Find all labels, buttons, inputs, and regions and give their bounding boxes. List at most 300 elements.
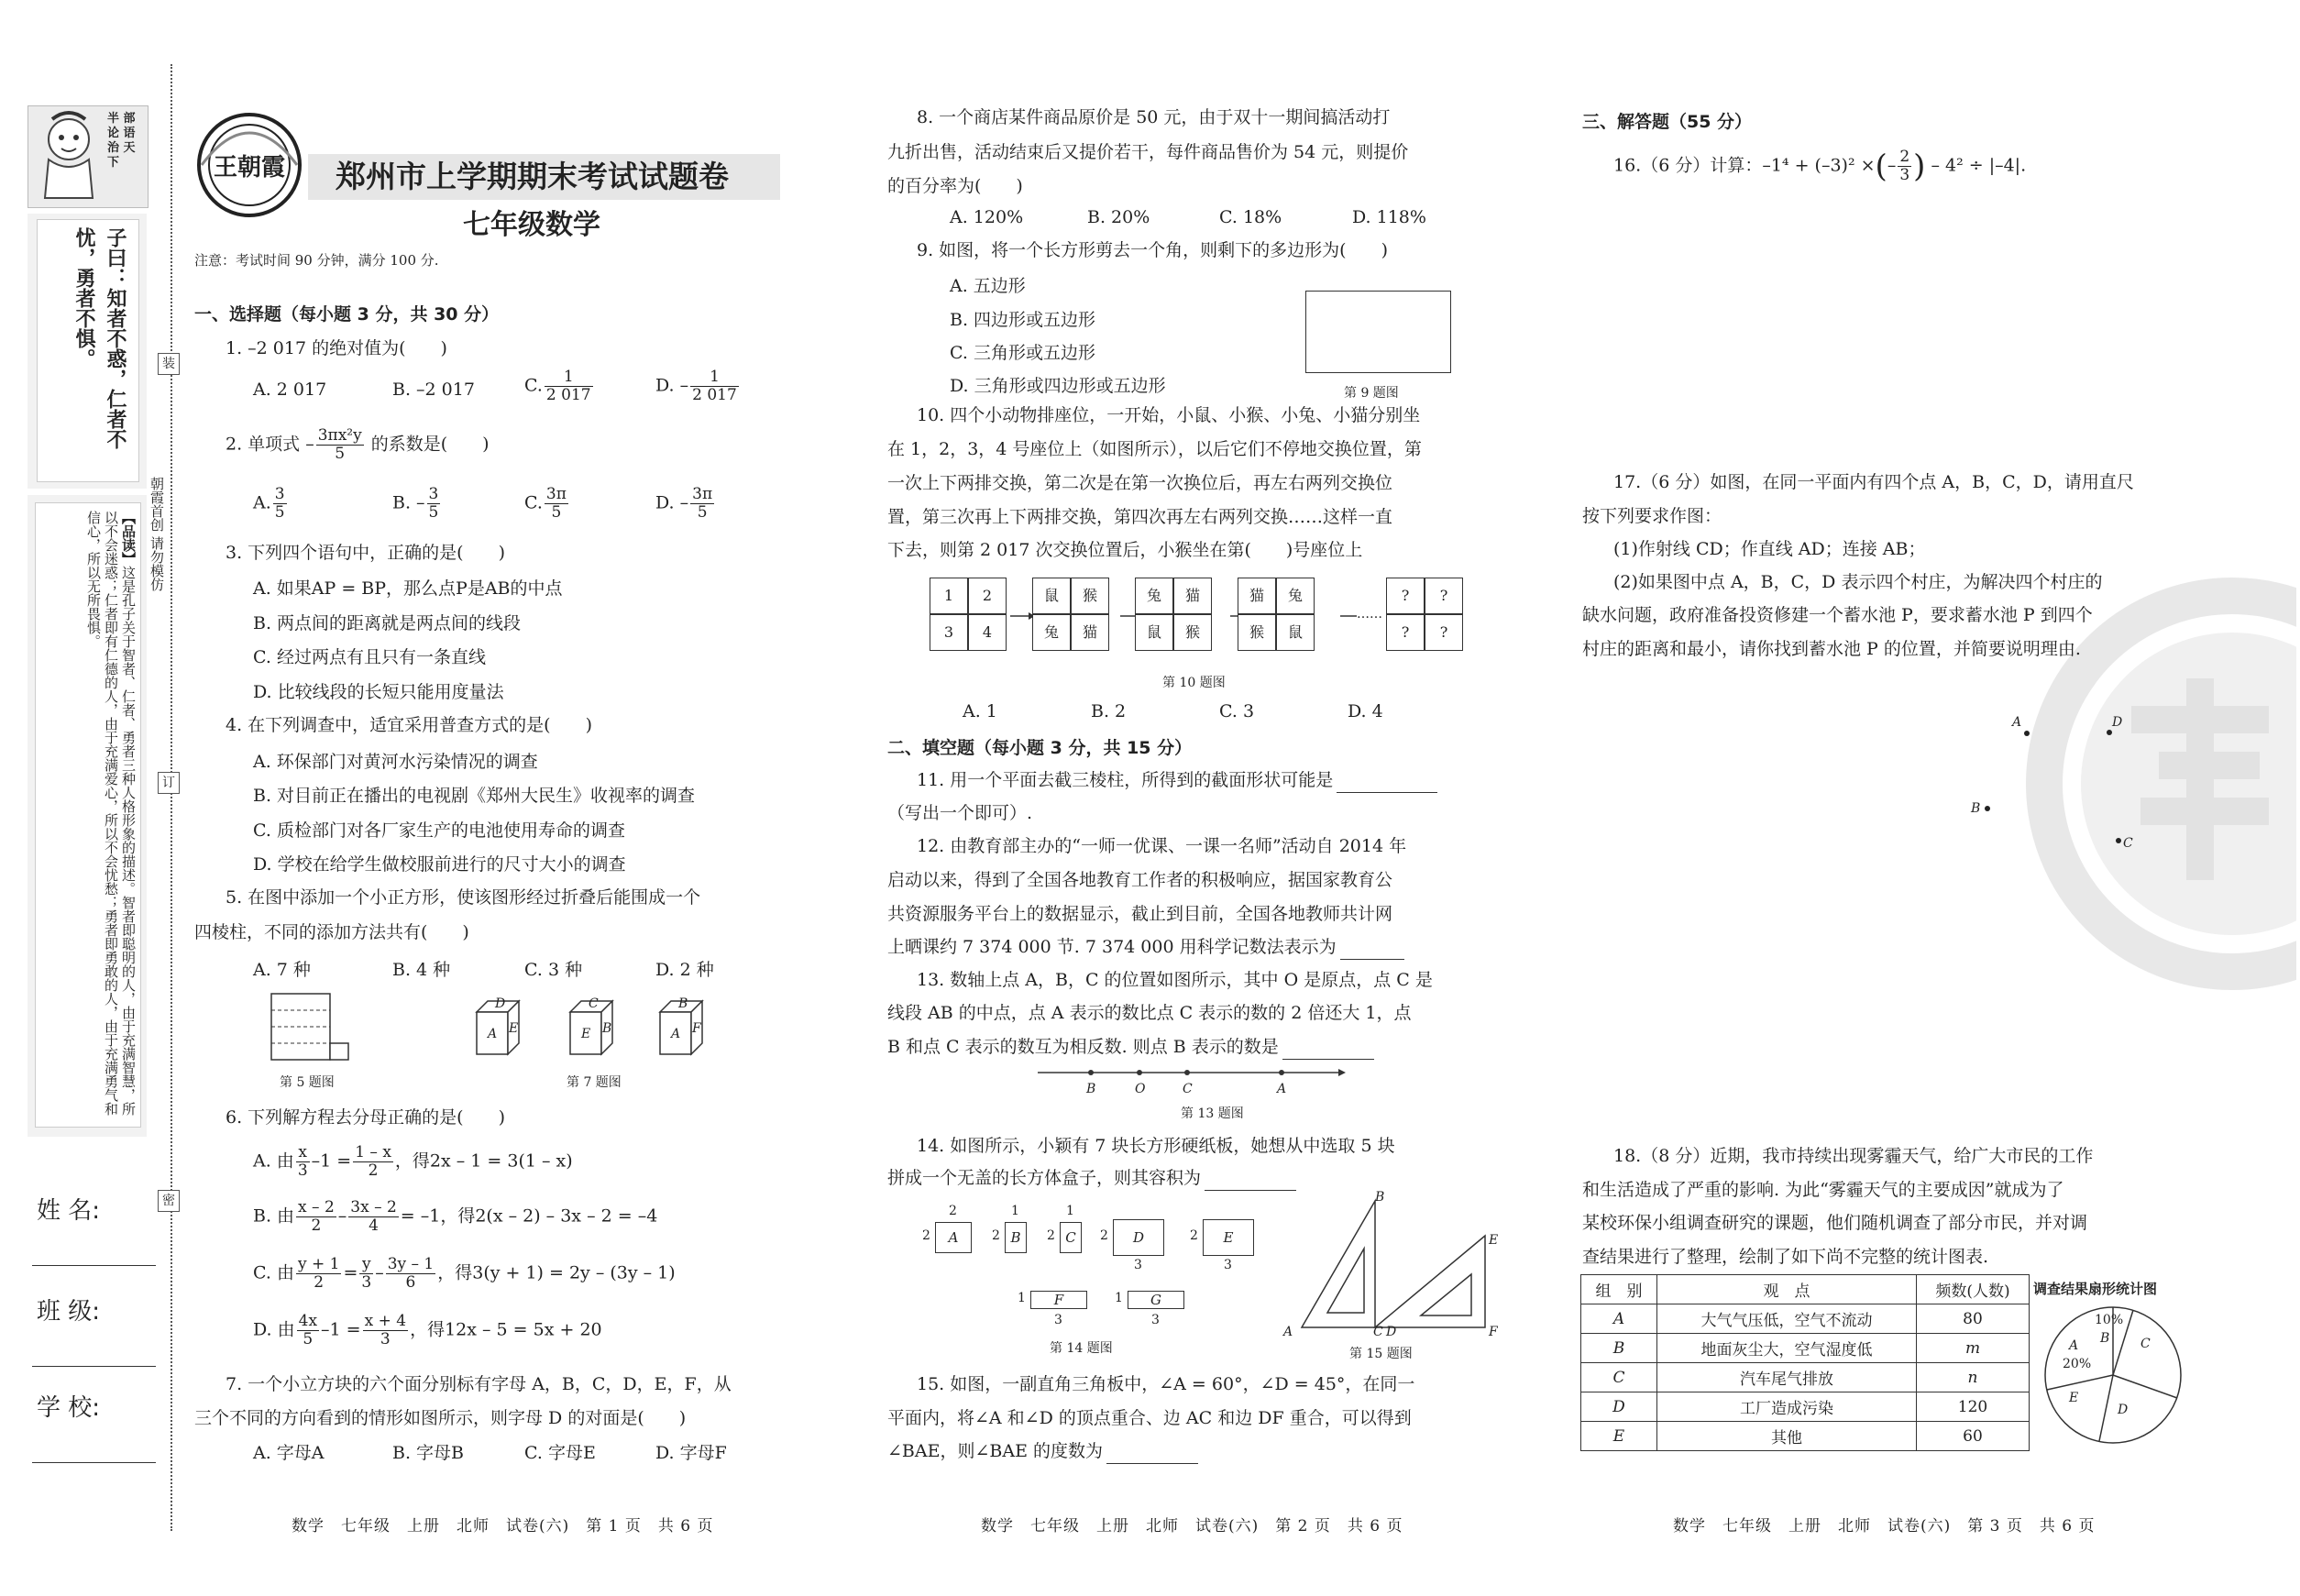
cube-face-front: A bbox=[488, 1027, 498, 1041]
fraction bbox=[348, 1199, 399, 1235]
cube bbox=[568, 996, 625, 1058]
table-row bbox=[1581, 1422, 2030, 1451]
sidebar bbox=[28, 105, 147, 1160]
question-17-part1: (1)作射线 CD；作直线 AD；连接 AB； bbox=[1613, 539, 1926, 559]
option-text: = bbox=[343, 1262, 358, 1283]
question-16: 16.（6 分）计算：–1⁴ + (–3)² ×(– $\frac{2}{3}$ ) – 4² ÷ |–4|. bbox=[1613, 148, 2027, 185]
option-label: D. – bbox=[655, 492, 689, 513]
fraction bbox=[1898, 149, 1911, 184]
seat-cell: 猫 bbox=[1173, 578, 1212, 614]
section-answer: 三、解答题（55 分） bbox=[1582, 112, 1753, 132]
numerator: y + 1 bbox=[297, 1255, 340, 1273]
cube-face-side: B bbox=[602, 1021, 612, 1036]
caption-char: 治 bbox=[107, 141, 120, 155]
question-9: 9. 如图，将一个长方形剪去一个角，则剩下的多边形为( ) bbox=[917, 240, 1388, 260]
board-dimension: 1 bbox=[1018, 1291, 1026, 1305]
q3-option-c[interactable]: C. 经过两点有且只有一条直线 bbox=[253, 647, 486, 667]
numerator: 3π bbox=[545, 485, 567, 503]
option-label: B. 由 bbox=[253, 1205, 295, 1227]
denominator: 5 bbox=[551, 503, 562, 522]
table-cell: 60 bbox=[1917, 1422, 2030, 1451]
option-label: A. 由 bbox=[253, 1150, 294, 1172]
question-1: 1. –2 017 的绝对值为( ) bbox=[226, 338, 447, 358]
figure-7-caption: 第 7 题图 bbox=[567, 1075, 622, 1090]
seat-cell: 鼠 bbox=[1276, 614, 1315, 651]
question-12-line2: 启动以来，得到了全国各地教育工作者的积极响应，据国家教育公 bbox=[887, 870, 1393, 890]
figure-7 bbox=[475, 996, 722, 1068]
denominator: 2 bbox=[311, 1216, 322, 1235]
q2-text: 2. 单项式 – bbox=[226, 434, 314, 455]
table-cell: 其他 bbox=[1657, 1422, 1917, 1451]
exam-note: 注意：考试时间 90 分钟，满分 100 分. bbox=[194, 252, 439, 269]
denominator: 3 bbox=[1899, 166, 1910, 184]
q4-option-c[interactable]: C. 质检部门对各厂家生产的电池使用寿命的调查 bbox=[253, 820, 625, 841]
fraction bbox=[297, 1313, 319, 1348]
option-label: C. bbox=[524, 375, 543, 396]
fraction bbox=[545, 369, 593, 404]
seal-mark: 装 bbox=[158, 353, 180, 375]
denominator: 5 bbox=[274, 503, 285, 522]
question-11-line1 bbox=[917, 768, 1437, 793]
page-footer-2: 数学 七年级 上册 北师 试卷(六) 第 2 页 共 6 页 bbox=[981, 1517, 1403, 1535]
figure-5 bbox=[268, 990, 369, 1065]
numerator: 1 bbox=[545, 369, 593, 387]
table-header: 组 别 bbox=[1581, 1275, 1657, 1304]
question-17-part2-line3: 村庄的距离和最小，请你找到蓄水池 P 的位置，并简要说明理由. bbox=[1582, 639, 2081, 659]
section-choice: 一、选择题（每小题 3 分，共 30 分） bbox=[194, 304, 500, 325]
pie-label: A bbox=[2069, 1338, 2079, 1353]
fraction bbox=[690, 369, 739, 404]
q16-text: 16.（6 分）计算：–1⁴ + (–3)² × bbox=[1613, 155, 1876, 176]
q10-option-d[interactable]: D. 4 bbox=[1348, 701, 1383, 721]
watermark-seal-icon bbox=[2021, 568, 2296, 999]
school-label: 学 校: bbox=[37, 1394, 101, 1422]
seat-cell: 鼠 bbox=[1135, 614, 1173, 651]
q5-option-b[interactable]: B. 4 种 bbox=[392, 960, 451, 980]
seat-cell: 兔 bbox=[1135, 578, 1173, 614]
denominator: 5 bbox=[697, 503, 708, 522]
question-10-line2: 在 1，2，3，4 号座位上（如图所示），以后它们不停地交换位置，第 bbox=[887, 439, 1422, 459]
question-8-line1: 8. 一个商店某件商品原价是 50 元，由于双十一期间搞活动打 bbox=[917, 107, 1391, 127]
question-5-line1: 5. 在图中添加一个小正方形，使该图形经过折叠后能围成一个 bbox=[226, 887, 701, 908]
table-cell: m bbox=[1917, 1334, 2030, 1363]
q13-text: B 和点 C 表示的数互为相反数. 则点 B 表示的数是 bbox=[887, 1037, 1279, 1057]
q8-option-a[interactable]: A. 120% bbox=[950, 207, 1024, 227]
axis-label-c: C bbox=[1183, 1082, 1193, 1096]
numerator: y bbox=[359, 1256, 373, 1274]
q4-option-b[interactable]: B. 对目前正在播出的电视剧《郑州大民生》收视率的调查 bbox=[253, 786, 696, 806]
board-dimension: 2 bbox=[922, 1228, 930, 1243]
seat-cell: ? bbox=[1425, 578, 1463, 614]
option-label: C. bbox=[524, 492, 543, 513]
question-12-line3: 共资源服务平台上的数据显示，截止到目前，全国各地教师共计网 bbox=[887, 904, 1393, 924]
cube-face-top: D bbox=[495, 996, 506, 1011]
numerator: 2 bbox=[1899, 148, 1910, 166]
axis-label-a: A bbox=[1277, 1082, 1287, 1096]
table-row bbox=[1581, 1392, 2030, 1422]
cube bbox=[658, 996, 715, 1058]
option-label: D. – bbox=[655, 375, 689, 396]
question-7-line2: 三个不同的方向看到的情形如图所示，则字母 D 的对面是( ) bbox=[194, 1408, 687, 1428]
seat-cell: 猴 bbox=[1238, 614, 1276, 651]
table-cell: 大气气压低，空气不流动 bbox=[1657, 1304, 1917, 1334]
board-dimension: 1 bbox=[1115, 1291, 1123, 1305]
figure-13-caption: 第 13 题图 bbox=[1181, 1106, 1244, 1121]
q9-option-d[interactable]: D. 三角形或四边形或五边形 bbox=[950, 376, 1166, 396]
table-row bbox=[1581, 1334, 2030, 1363]
q10-option-b[interactable]: B. 2 bbox=[1091, 701, 1127, 721]
q1-option-b[interactable]: B. –2 017 bbox=[392, 380, 475, 400]
seal-mark: 密 bbox=[158, 1190, 180, 1212]
question-18-line1: 18.（8 分）近期，我市持续出现雾霾天气，给广大市民的工作 bbox=[1613, 1146, 2094, 1166]
denominator: 5 bbox=[303, 1330, 314, 1348]
question-15-line1: 15. 如图，一副直角三角板中，∠A = 60°，∠D = 45°，在同一 bbox=[917, 1374, 1415, 1394]
option-text: ，得2x – 1 = 3(1 – x) bbox=[394, 1150, 573, 1172]
q12-text: 上晒课约 7 374 000 节. 7 374 000 用科学记数法表示为 bbox=[887, 937, 1337, 957]
q2-option-a[interactable] bbox=[253, 486, 289, 522]
table-cell: 地面灰尘大，空气湿度低 bbox=[1657, 1334, 1917, 1363]
seat-cell: 鼠 bbox=[1032, 578, 1071, 614]
point-b bbox=[1985, 806, 1990, 811]
q3-option-a[interactable]: A. 如果AP = BP，那么点P是AB的中点 bbox=[253, 578, 563, 599]
question-13-line3 bbox=[887, 1035, 1374, 1060]
table-cell: E bbox=[1581, 1422, 1657, 1451]
q8-option-c[interactable]: C. 18% bbox=[1219, 207, 1282, 227]
fraction bbox=[386, 1256, 436, 1292]
q5-option-c[interactable]: C. 3 种 bbox=[524, 960, 583, 980]
question-13-line1: 13. 数轴上点 A，B，C 的位置如图所示，其中 O 是原点，点 C 是 bbox=[917, 970, 1433, 990]
q6-option-d[interactable] bbox=[253, 1313, 602, 1348]
seat-cell: ? bbox=[1386, 614, 1425, 651]
denominator: 2 bbox=[314, 1273, 325, 1292]
table-cell: 80 bbox=[1917, 1304, 2030, 1334]
note-panel bbox=[28, 495, 147, 1137]
caption-char: 部 bbox=[123, 112, 136, 126]
seal-text: 朝霞首创 请勿模仿 bbox=[149, 477, 165, 660]
q4-option-a[interactable]: A. 环保部门对黄河水污染情况的调查 bbox=[253, 752, 538, 772]
table-header: 频数(人数) bbox=[1917, 1275, 2030, 1304]
q2-option-b[interactable] bbox=[392, 486, 442, 522]
q6-option-b[interactable] bbox=[253, 1199, 657, 1235]
figure-9-caption: 第 9 题图 bbox=[1344, 386, 1399, 401]
seat-grid bbox=[1032, 578, 1111, 653]
denominator: 6 bbox=[405, 1273, 416, 1292]
point-label-a: A bbox=[2012, 715, 2022, 730]
caption-char: 论 bbox=[107, 127, 120, 140]
question-14-line1: 14. 如图所示，小颖有 7 块长方形硬纸板，她想从中选取 5 块 bbox=[917, 1136, 1395, 1156]
table-cell: 工厂造成污染 bbox=[1657, 1392, 1917, 1422]
q14-text: 拼成一个无盖的长方体盒子，则其容积为 bbox=[887, 1168, 1202, 1188]
pie-label: B bbox=[2100, 1331, 2110, 1346]
table-cell: A bbox=[1581, 1304, 1657, 1334]
q12-blank[interactable] bbox=[1340, 935, 1404, 960]
q9-option-c[interactable]: C. 三角形或五边形 bbox=[950, 343, 1095, 363]
cardboard-piece: D bbox=[1113, 1219, 1164, 1256]
question-8-line2: 九折出售，活动结束后又提价若干，每件商品售价为 54 元，则提价 bbox=[887, 142, 1409, 162]
class-label: 班 级: bbox=[37, 1298, 101, 1326]
question-7-line1: 7. 一个小立方块的六个面分别标有字母 A，B，C，D，E，F，从 bbox=[226, 1374, 732, 1394]
q8-option-d[interactable]: D. 118% bbox=[1352, 207, 1426, 227]
option-text: ，得12x – 5 = 5x + 20 bbox=[410, 1319, 602, 1340]
quote-panel bbox=[28, 214, 147, 489]
numerator: 3 bbox=[274, 485, 285, 503]
board-dimension: 1 bbox=[1011, 1204, 1019, 1218]
page-footer-1: 数学 七年级 上册 北师 试卷(六) 第 1 页 共 6 页 bbox=[292, 1517, 714, 1535]
seat-ellipsis: …… bbox=[1357, 607, 1382, 622]
seat-cell: 猴 bbox=[1071, 578, 1109, 614]
question-3: 3. 下列四个语句中，正确的是( ) bbox=[226, 543, 505, 563]
figure-15-caption: 第 15 题图 bbox=[1349, 1347, 1413, 1361]
seat-cell: 3 bbox=[930, 614, 968, 651]
seat-cell: 猫 bbox=[1238, 578, 1276, 614]
pie-label: C bbox=[2140, 1337, 2151, 1351]
page-footer-3: 数学 七年级 上册 北师 试卷(六) 第 3 页 共 6 页 bbox=[1673, 1517, 2096, 1535]
option-label: D. 由 bbox=[253, 1319, 295, 1340]
numerator: 4x bbox=[298, 1312, 318, 1330]
mascot-panel bbox=[28, 105, 149, 208]
point-label-c: C bbox=[2123, 836, 2133, 851]
survey-table bbox=[1580, 1274, 2030, 1451]
axis-label-o: O bbox=[1135, 1082, 1146, 1096]
pie-chart-title: 调查结果扇形统计图 bbox=[2033, 1281, 2158, 1297]
q3-option-b[interactable]: B. 两点间的距离就是两点间的线段 bbox=[253, 613, 522, 633]
question-6: 6. 下列解方程去分母正确的是( ) bbox=[226, 1107, 505, 1128]
seat-cell: 猴 bbox=[1173, 614, 1212, 651]
option-label: B. – bbox=[392, 492, 425, 513]
note-text bbox=[84, 511, 137, 1116]
seat-cell: ? bbox=[1386, 578, 1425, 614]
q10-option-c[interactable]: C. 3 bbox=[1219, 701, 1255, 721]
seal-mark: 订 bbox=[158, 772, 180, 794]
caption-char: 语 bbox=[123, 127, 136, 140]
question-18-line4: 查结果进行了整理，绘制了如下尚不完整的统计图表. bbox=[1582, 1247, 1989, 1267]
caption-char: 下 bbox=[107, 156, 120, 170]
name-field[interactable] bbox=[32, 1265, 156, 1266]
fraction bbox=[273, 486, 287, 522]
q14-blank[interactable] bbox=[1205, 1166, 1296, 1191]
note-body: 这是孔子关于智者、仁者、勇者三种人格形象的描述。智者即聪明的人，由于充满智慧，所以不会迷惑；仁者即有仁德的人，由于充满爱心，所以不会忧愁；勇者即勇敢的人，由于充满勇气和信心，所以无所畏惧。 bbox=[85, 511, 137, 1116]
denominator: 5 bbox=[335, 445, 346, 463]
q8-option-b[interactable]: B. 20% bbox=[1087, 207, 1150, 227]
fraction bbox=[545, 486, 568, 522]
numerator: 1 – x bbox=[355, 1143, 391, 1161]
tri-label-f: F bbox=[1489, 1325, 1498, 1339]
pie-label: E bbox=[2069, 1391, 2079, 1405]
point-label-d: D bbox=[2112, 715, 2123, 730]
option-label: A. bbox=[253, 492, 271, 513]
q3-option-d[interactable]: D. 比较线段的长短只能用度量法 bbox=[253, 682, 504, 702]
figure-10-caption: 第 10 题图 bbox=[1162, 676, 1226, 690]
q2-option-c[interactable] bbox=[524, 486, 570, 522]
board-dimension: 3 bbox=[1134, 1258, 1142, 1272]
question-8-line3: 的百分率为( ) bbox=[887, 176, 1023, 196]
option-text: = –1，得2(x – 2) – 3x – 2 = –4 bbox=[400, 1205, 658, 1227]
fraction bbox=[363, 1313, 408, 1348]
mascot-icon bbox=[32, 110, 105, 202]
q6-option-c[interactable] bbox=[253, 1256, 676, 1292]
table-cell: n bbox=[1917, 1363, 2030, 1392]
mascot-caption bbox=[107, 112, 144, 171]
seat-cell: 兔 bbox=[1032, 614, 1071, 651]
cube-face-top: B bbox=[678, 996, 688, 1011]
numerator: x bbox=[296, 1144, 310, 1162]
cube-face-side: F bbox=[692, 1021, 701, 1036]
table-cell: 120 bbox=[1917, 1392, 2030, 1422]
fraction bbox=[427, 486, 441, 522]
option-text: ，得3(y + 1) = 2y – (3y – 1) bbox=[437, 1262, 676, 1283]
figure-14-caption: 第 14 题图 bbox=[1050, 1341, 1113, 1356]
tri-label-b: B bbox=[1375, 1190, 1385, 1205]
denominator: 2 017 bbox=[545, 386, 591, 404]
tri-label-a: A bbox=[1283, 1325, 1293, 1339]
q4-option-d[interactable]: D. 学校在给学生做校服前进行的尺寸大小的调查 bbox=[253, 854, 626, 875]
board-dimension: 2 bbox=[1047, 1228, 1055, 1243]
brand-logo bbox=[194, 110, 304, 220]
question-2 bbox=[226, 427, 490, 463]
numerator: x – 2 bbox=[298, 1198, 335, 1216]
pie-label: 10% bbox=[2095, 1313, 2124, 1327]
question-4: 4. 在下列调查中，适宜采用普查方式的是( ) bbox=[226, 715, 592, 735]
cardboard-piece: C bbox=[1060, 1222, 1082, 1253]
denominator: 3 bbox=[361, 1273, 372, 1292]
figure-9-rectangle bbox=[1305, 291, 1451, 373]
option-text: – bbox=[337, 1205, 347, 1227]
q10-option-a[interactable]: A. 1 bbox=[963, 701, 997, 721]
board-dimension: 2 bbox=[992, 1228, 1000, 1243]
board-dimension: 2 bbox=[1190, 1228, 1198, 1243]
point-a bbox=[2024, 731, 2030, 736]
q1-option-a[interactable]: A. 2 017 bbox=[253, 380, 327, 400]
pie-label: D bbox=[2118, 1403, 2129, 1417]
fraction bbox=[316, 427, 364, 463]
denominator: 2 bbox=[368, 1161, 379, 1180]
page-subtitle: 七年级数学 bbox=[463, 209, 600, 241]
option-label: C. 由 bbox=[253, 1262, 294, 1283]
board-dimension: 2 bbox=[1100, 1228, 1108, 1243]
question-12-line4 bbox=[887, 935, 1404, 960]
fraction bbox=[353, 1144, 393, 1180]
q1-option-c[interactable] bbox=[524, 369, 595, 404]
question-17-line2: 按下列要求作图： bbox=[1582, 506, 1722, 526]
cardboard-piece: A bbox=[935, 1222, 972, 1253]
brand-name: 王朝霞 bbox=[213, 154, 285, 182]
cube bbox=[475, 996, 532, 1058]
table-cell: 汽车尾气排放 bbox=[1657, 1363, 1917, 1392]
numerator: 1 bbox=[690, 369, 739, 387]
numerator: 3πx²y bbox=[317, 426, 362, 445]
option-text: –1 = bbox=[321, 1319, 361, 1340]
denominator: 3 bbox=[297, 1161, 308, 1180]
question-17-line1: 17.（6 分）如图，在同一平面内有四个点 A，B，C，D，请用直尺 bbox=[1613, 472, 2134, 492]
question-10-line4: 置，第三次再上下两排交换，第四次再左右两列交换……这样一直 bbox=[887, 507, 1393, 527]
section-fill: 二、填空题（每小题 3 分，共 15 分） bbox=[887, 738, 1193, 758]
fraction bbox=[296, 1144, 310, 1180]
table-row bbox=[1581, 1363, 2030, 1392]
q15-blank[interactable] bbox=[1106, 1439, 1198, 1464]
cube-face-front: A bbox=[671, 1027, 681, 1041]
board-dimension: 3 bbox=[1054, 1313, 1062, 1327]
q5-option-d[interactable]: D. 2 种 bbox=[655, 960, 714, 980]
seat-grid bbox=[1135, 578, 1214, 653]
pie-label: 20% bbox=[2063, 1357, 2092, 1371]
school-field[interactable] bbox=[32, 1462, 156, 1463]
seat-cell: 1 bbox=[930, 578, 968, 614]
page-title: 郑州市上学期期末考试试题卷 bbox=[336, 159, 729, 194]
axis-label-b: B bbox=[1086, 1082, 1096, 1096]
table-cell: C bbox=[1581, 1363, 1657, 1392]
denominator: 2 017 bbox=[692, 386, 737, 404]
q11-blank[interactable] bbox=[1337, 768, 1437, 793]
student-fields bbox=[28, 1192, 156, 1467]
table-row bbox=[1581, 1304, 2030, 1334]
seat-grid bbox=[930, 578, 1008, 653]
denominator: 5 bbox=[428, 503, 439, 522]
board-dimension: 3 bbox=[1151, 1313, 1160, 1327]
q1-option-d[interactable] bbox=[655, 369, 741, 404]
seat-cell: 2 bbox=[968, 578, 1007, 614]
class-field[interactable] bbox=[32, 1366, 156, 1367]
numerator: 3x – 2 bbox=[350, 1198, 397, 1216]
paren-right: ) bbox=[1913, 148, 1926, 185]
q2-option-d[interactable] bbox=[655, 486, 716, 522]
q5-option-a[interactable]: A. 7 种 bbox=[253, 960, 311, 980]
q2-text: 的系数是( ) bbox=[365, 434, 490, 455]
fraction bbox=[359, 1256, 373, 1292]
board-dimension: 1 bbox=[1066, 1204, 1074, 1218]
q7-option-c[interactable]: C. 字母E bbox=[524, 1443, 596, 1463]
numerator: x + 4 bbox=[364, 1312, 407, 1330]
question-17-part2-line2: 缺水问题，政府准备投资修建一个蓄水池 P，要求蓄水池 P 到四个 bbox=[1582, 605, 2093, 625]
q9-option-a[interactable]: A. 五边形 bbox=[950, 276, 1026, 296]
point-c bbox=[2116, 838, 2121, 843]
q7-option-d[interactable]: D. 字母F bbox=[655, 1443, 727, 1463]
seat-cell: 4 bbox=[968, 614, 1007, 651]
denominator: 3 bbox=[380, 1330, 391, 1348]
seat-cell: 兔 bbox=[1276, 578, 1315, 614]
fraction bbox=[296, 1199, 336, 1235]
table-cell: D bbox=[1581, 1392, 1657, 1422]
q9-option-b[interactable]: B. 四边形或五边形 bbox=[950, 310, 1096, 330]
seat-cell: 猫 bbox=[1071, 614, 1109, 651]
caption-char: 天 bbox=[123, 141, 136, 155]
question-17-part2-line1: (2)如果图中点 A，B，C，D 表示四个村庄，为解决四个村庄的 bbox=[1613, 572, 2103, 592]
question-15-line3 bbox=[887, 1439, 1198, 1464]
table-header-row bbox=[1581, 1275, 2030, 1304]
paren-left: ( bbox=[1875, 148, 1887, 185]
cube-face-side: E bbox=[509, 1021, 519, 1036]
question-12-line1: 12. 由教育部主办的“一师一优课、一课一名师”活动自 2014 年 bbox=[917, 836, 1407, 856]
tri-label-e: E bbox=[1489, 1233, 1499, 1248]
option-text: –1 = bbox=[311, 1150, 352, 1172]
question-10-line5: 下去，则第 2 017 次交换位置后，小猴坐在第( )号座位上 bbox=[887, 540, 1363, 560]
tri-label-d: D bbox=[1386, 1325, 1397, 1339]
question-10-line1: 10. 四个小动物排座位，一开始，小鼠、小猴、小兔、小猫分别坐 bbox=[917, 405, 1421, 425]
cardboard-piece: B bbox=[1005, 1222, 1027, 1253]
q7-option-b[interactable]: B. 字母B bbox=[392, 1443, 465, 1463]
question-5-line2: 四棱柱，不同的添加方法共有( ) bbox=[194, 922, 469, 942]
seat-grid bbox=[1386, 578, 1465, 653]
cardboard-piece: G bbox=[1128, 1291, 1184, 1309]
caption-char: 半 bbox=[107, 112, 120, 126]
q13-blank[interactable] bbox=[1282, 1035, 1374, 1060]
seat-grid bbox=[1238, 578, 1316, 653]
q6-option-a[interactable] bbox=[253, 1144, 573, 1180]
tri-label-c: C bbox=[1373, 1325, 1383, 1339]
option-text: – bbox=[375, 1262, 384, 1283]
q7-option-a[interactable]: A. 字母A bbox=[253, 1443, 325, 1463]
question-14-line2 bbox=[887, 1166, 1296, 1191]
question-15-line2: 平面内，将∠A 和∠D 的顶点重合、边 AC 和边 DF 重合，可以得到 bbox=[887, 1408, 1412, 1428]
